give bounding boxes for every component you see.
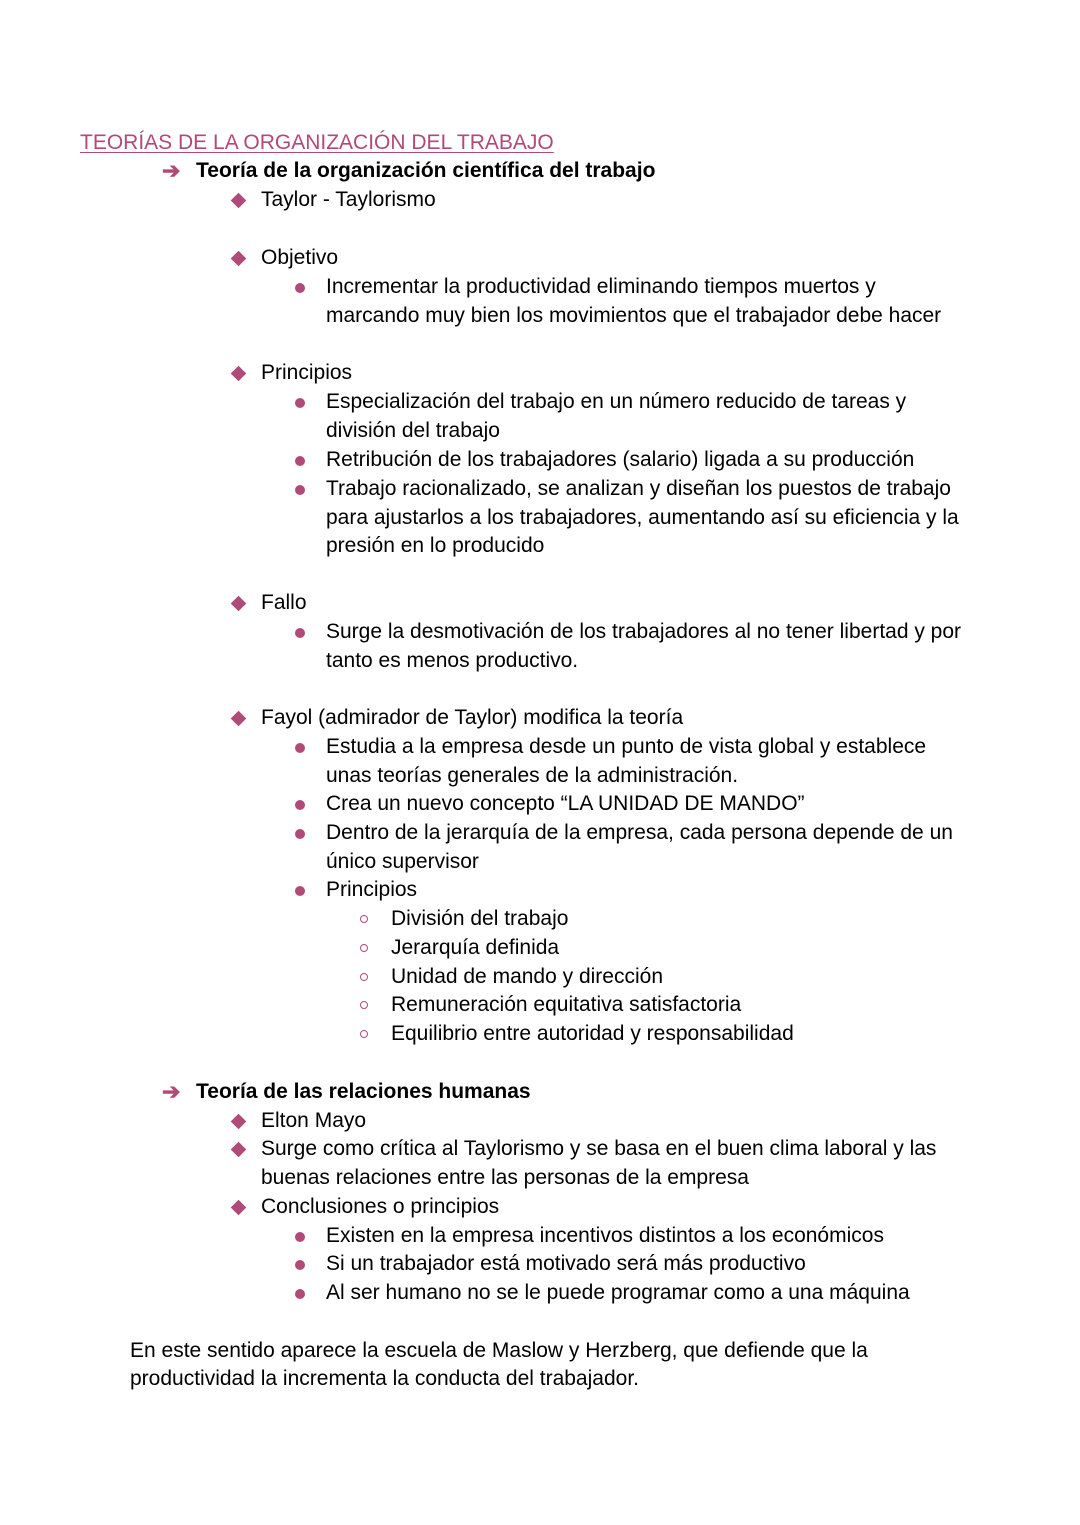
dot-bullet-icon: [295, 485, 305, 495]
diamond-bullet-icon: [231, 366, 247, 382]
list-item: Principios: [261, 361, 353, 384]
list-item: División del trabajo: [391, 907, 569, 930]
section-heading: Teoría de las relaciones humanas: [196, 1080, 531, 1103]
list-item: Especialización del trabajo en un número reducido de tareas y: [326, 390, 907, 413]
list-item-continued: unas teorías generales de la administración.: [326, 764, 739, 787]
dot-bullet-icon: [295, 800, 305, 810]
closing-paragraph-line: En este sentido aparece la escuela de Maslow y Herzberg, que defiende que la: [130, 1339, 868, 1362]
circle-bullet-icon: [360, 944, 368, 952]
list-item: Surge la desmotivación de los trabajadores al no tener libertad y por: [326, 620, 962, 643]
list-item: Conclusiones o principios: [261, 1195, 500, 1218]
dot-bullet-icon: [295, 1289, 305, 1299]
dot-bullet-icon: [295, 456, 305, 466]
list-item-continued: marcando muy bien los movimientos que el trabajador debe hacer: [326, 304, 942, 327]
list-item: Estudia a la empresa desde un punto de vista global y establece: [326, 735, 927, 758]
dot-bullet-icon: [295, 886, 305, 896]
list-item: Al ser humano no se le puede programar como a una máquina: [326, 1281, 910, 1304]
closing-paragraph-line: productividad la incrementa la conducta del trabajador.: [130, 1367, 639, 1390]
list-item: Principios: [326, 878, 418, 901]
diamond-bullet-icon: [231, 1142, 247, 1158]
dot-bullet-icon: [295, 1232, 305, 1242]
list-item: Taylor - Taylorismo: [261, 188, 436, 211]
list-item: Elton Mayo: [261, 1109, 367, 1132]
right-arrow-icon: ➔: [162, 158, 181, 183]
list-item: Surge como crítica al Taylorismo y se basa en el buen clima laboral y las: [261, 1137, 937, 1160]
circle-bullet-icon: [360, 1001, 368, 1009]
circle-bullet-icon: [360, 973, 368, 981]
circle-bullet-icon: [360, 1030, 368, 1038]
list-item-continued: presión en lo producido: [326, 534, 545, 557]
list-item: Si un trabajador está motivado será más productivo: [326, 1252, 806, 1275]
list-item: Incrementar la productividad eliminando tiempos muertos y: [326, 275, 876, 298]
diamond-bullet-icon: [231, 193, 247, 209]
dot-bullet-icon: [295, 829, 305, 839]
circle-bullet-icon: [360, 915, 368, 923]
dot-bullet-icon: [295, 743, 305, 753]
right-arrow-icon: ➔: [162, 1079, 181, 1104]
list-item: Crea un nuevo concepto “LA UNIDAD DE MANDO”: [326, 792, 805, 815]
list-item-continued: para ajustarlos a los trabajadores, aumentando así su eficiencia y la: [326, 506, 959, 529]
list-item-continued: división del trabajo: [326, 419, 500, 442]
list-item: Unidad de mando y dirección: [391, 965, 663, 988]
dot-bullet-icon: [295, 283, 305, 293]
section-heading: Teoría de la organización científica del trabajo: [196, 159, 656, 182]
list-item: Objetivo: [261, 246, 339, 269]
dot-bullet-icon: [295, 1260, 305, 1270]
list-item: Existen en la empresa incentivos distintos a los económicos: [326, 1224, 884, 1247]
list-item: Dentro de la jerarquía de la empresa, cada persona depende de un: [326, 821, 953, 844]
list-item: Equilibrio entre autoridad y responsabilidad: [391, 1022, 794, 1045]
list-item: Fayol (admirador de Taylor) modifica la teoría: [261, 706, 684, 729]
diamond-bullet-icon: [231, 1114, 247, 1130]
dot-bullet-icon: [295, 628, 305, 638]
list-item: Jerarquía definida: [391, 936, 560, 959]
list-item-continued: tanto es menos productivo.: [326, 649, 579, 672]
diamond-bullet-icon: [231, 251, 247, 267]
list-item: Remuneración equitativa satisfactoria: [391, 993, 742, 1016]
diamond-bullet-icon: [231, 1200, 247, 1216]
list-item: Trabajo racionalizado, se analizan y diseñan los puestos de trabajo: [326, 477, 951, 500]
list-item: Fallo: [261, 591, 307, 614]
diamond-bullet-icon: [231, 596, 247, 612]
list-item: Retribución de los trabajadores (salario) ligada a su producción: [326, 448, 915, 471]
list-item-continued: único supervisor: [326, 850, 479, 873]
page-title: TEORÍAS DE LA ORGANIZACIÓN DEL TRABAJO: [80, 131, 554, 154]
diamond-bullet-icon: [231, 711, 247, 727]
list-item-continued: buenas relaciones entre las personas de la empresa: [261, 1166, 749, 1189]
dot-bullet-icon: [295, 398, 305, 408]
